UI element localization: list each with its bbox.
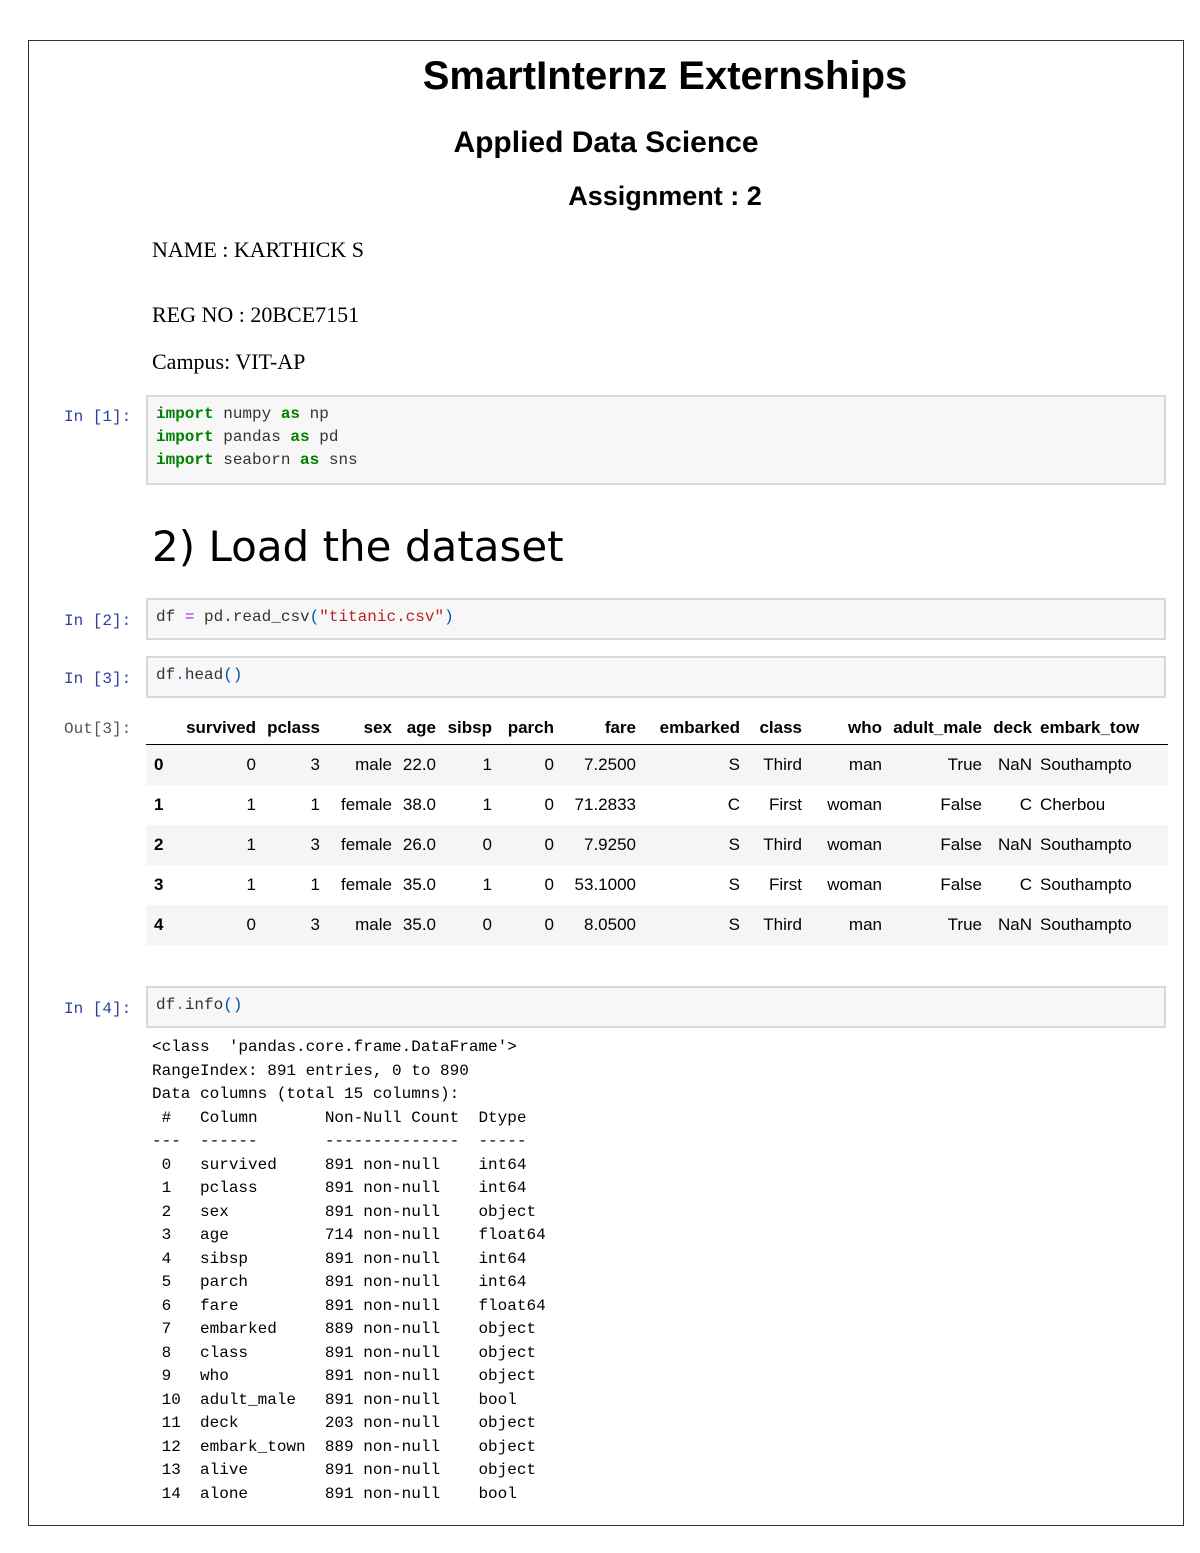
table-cell: S bbox=[728, 755, 740, 774]
table-cell: 71.2833 bbox=[574, 795, 636, 814]
table-cell: 1 bbox=[482, 795, 492, 814]
column-header bbox=[146, 712, 176, 745]
table-cell: 22.0 bbox=[402, 755, 436, 774]
dataframe-output bbox=[146, 712, 1168, 945]
table-cell: S bbox=[728, 835, 740, 854]
page-title: SmartInternz Externships bbox=[422, 54, 908, 98]
table-row bbox=[146, 785, 1168, 825]
table-cell: First bbox=[768, 875, 802, 894]
page-subtitle: Applied Data Science bbox=[453, 126, 759, 159]
table-cell: 26.0 bbox=[402, 835, 436, 854]
table-cell: Southampto bbox=[1040, 835, 1132, 854]
table-cell: Third bbox=[763, 755, 802, 774]
table-row bbox=[146, 905, 1168, 945]
table-cell: 1 bbox=[246, 795, 256, 814]
column-header: sibsp bbox=[440, 712, 496, 745]
table-cell: 0 bbox=[544, 755, 554, 774]
column-header: survived bbox=[176, 712, 260, 745]
code-line: import pandas as pd bbox=[156, 428, 339, 446]
table-cell: False bbox=[940, 795, 982, 814]
table-cell: 1 bbox=[246, 835, 256, 854]
column-header: fare bbox=[558, 712, 640, 745]
cell-3-out-prompt: Out[3]: bbox=[64, 720, 132, 738]
code-cell-4[interactable]: df.info() bbox=[146, 986, 1166, 1028]
column-header: who bbox=[806, 712, 886, 745]
table-row bbox=[146, 745, 1168, 786]
table-cell: 1 bbox=[246, 875, 256, 894]
table-cell: C bbox=[727, 795, 740, 814]
column-header: embark_tow bbox=[1036, 712, 1168, 745]
code-cell-1[interactable] bbox=[146, 395, 1166, 485]
table-cell: 0 bbox=[544, 875, 554, 894]
table-cell: C bbox=[1019, 875, 1032, 894]
column-header: adult_male bbox=[886, 712, 986, 745]
table-cell: 1 bbox=[310, 875, 320, 894]
table-cell: woman bbox=[827, 835, 882, 854]
table-cell: 0 bbox=[246, 755, 256, 774]
row-index: 2 bbox=[154, 835, 164, 854]
table-cell: Cherbou bbox=[1040, 795, 1106, 814]
table-cell: 3 bbox=[310, 915, 320, 934]
table-cell: man bbox=[848, 915, 882, 934]
code-cell-2[interactable]: df = pd.read_csv("titanic.csv") bbox=[146, 598, 1166, 640]
markdown-heading-load-dataset: 2) Load the dataset bbox=[152, 522, 564, 571]
column-header: parch bbox=[496, 712, 558, 745]
cell-2-prompt: In [2]: bbox=[64, 612, 132, 630]
table-cell: 1 bbox=[482, 755, 492, 774]
table-cell: S bbox=[728, 875, 740, 894]
table-cell: 0 bbox=[246, 915, 256, 934]
table-cell: 8.0500 bbox=[584, 915, 636, 934]
row-index: 4 bbox=[154, 915, 164, 934]
column-header: sex bbox=[324, 712, 396, 745]
table-cell: 3 bbox=[310, 755, 320, 774]
table-cell: woman bbox=[827, 795, 882, 814]
table-cell: True bbox=[947, 755, 982, 774]
column-header: embarked bbox=[640, 712, 744, 745]
cell-3-prompt: In [3]: bbox=[64, 670, 132, 688]
table-cell: 0 bbox=[482, 915, 492, 934]
table-cell: 3 bbox=[310, 835, 320, 854]
table-cell: 7.9250 bbox=[584, 835, 636, 854]
row-index: 1 bbox=[154, 795, 164, 814]
table-cell: True bbox=[947, 915, 982, 934]
row-index: 0 bbox=[154, 755, 164, 774]
table-cell: male bbox=[355, 755, 392, 774]
student-reg-no: REG NO : 20BCE7151 bbox=[152, 302, 360, 327]
student-campus: Campus: VIT-AP bbox=[152, 349, 306, 374]
code-line: import seaborn as sns bbox=[156, 451, 358, 469]
table-cell: 38.0 bbox=[402, 795, 436, 814]
info-output: <class 'pandas.core.frame.DataFrame'> RangeIndex: 891 entries, 0 to 890 Data columns (total 15 columns): # Column Non-Null Count Dtype --- ------ -------------- ----- 0 survived 891 non-null int64 1 pclass 891 non-null int64 2 sex 891 non-null object 3 age 714 non-null float64 4 sibsp 891 non-null int64 5 parch 891 non-null int64 6 fare 891 non-null float64 7 embarked 889 non-null object 8 class 891 non-null object 9 who 891 non-null object 10 adult_male 891 non-null bool 11 deck 203 non-null object 12 embark_town 889 non-null object 13 alive 891 non-null object 14 alone 891 non-null bool bbox=[152, 1038, 546, 1503]
table-cell: 0 bbox=[482, 835, 492, 854]
table-cell: NaN bbox=[997, 835, 1032, 854]
column-header: pclass bbox=[260, 712, 324, 745]
table-cell: 0 bbox=[544, 795, 554, 814]
cell-1-prompt: In [1]: bbox=[64, 408, 132, 426]
table-cell: 35.0 bbox=[402, 875, 436, 894]
table-cell: Southampto bbox=[1040, 915, 1132, 934]
table-cell: 0 bbox=[544, 915, 554, 934]
column-header: class bbox=[744, 712, 806, 745]
table-cell: female bbox=[340, 835, 392, 854]
table-cell: False bbox=[940, 875, 982, 894]
table-row bbox=[146, 825, 1168, 865]
table-cell: male bbox=[355, 915, 392, 934]
table-cell: Third bbox=[763, 835, 802, 854]
table-cell: False bbox=[940, 835, 982, 854]
table-cell: NaN bbox=[997, 915, 1032, 934]
table-cell: Southampto bbox=[1040, 755, 1132, 774]
row-index: 3 bbox=[154, 875, 164, 894]
table-cell: Third bbox=[763, 915, 802, 934]
table-cell: 1 bbox=[482, 875, 492, 894]
table-cell: woman bbox=[827, 875, 882, 894]
column-header: deck bbox=[986, 712, 1036, 745]
table-cell: female bbox=[340, 795, 392, 814]
table-header-row bbox=[146, 712, 1168, 745]
table-cell: 0 bbox=[544, 835, 554, 854]
table-cell: man bbox=[848, 755, 882, 774]
table-cell: 1 bbox=[310, 795, 320, 814]
cell-4-prompt: In [4]: bbox=[64, 1000, 132, 1018]
table-cell: C bbox=[1019, 795, 1032, 814]
code-line: import numpy as np bbox=[156, 405, 329, 423]
student-name: NAME : KARTHICK S bbox=[152, 237, 364, 262]
table-cell: Southampto bbox=[1040, 875, 1132, 894]
table-cell: S bbox=[728, 915, 740, 934]
column-header: age bbox=[396, 712, 440, 745]
table-cell: 53.1000 bbox=[574, 875, 636, 894]
table-cell: 7.2500 bbox=[584, 755, 636, 774]
table-cell: NaN bbox=[997, 755, 1032, 774]
code-cell-3[interactable]: df.head() bbox=[146, 656, 1166, 698]
table-cell: First bbox=[768, 795, 802, 814]
table-cell: 35.0 bbox=[402, 915, 436, 934]
assignment-heading: Assignment : 2 bbox=[568, 181, 762, 211]
table-cell: female bbox=[340, 875, 392, 894]
table-row bbox=[146, 865, 1168, 905]
